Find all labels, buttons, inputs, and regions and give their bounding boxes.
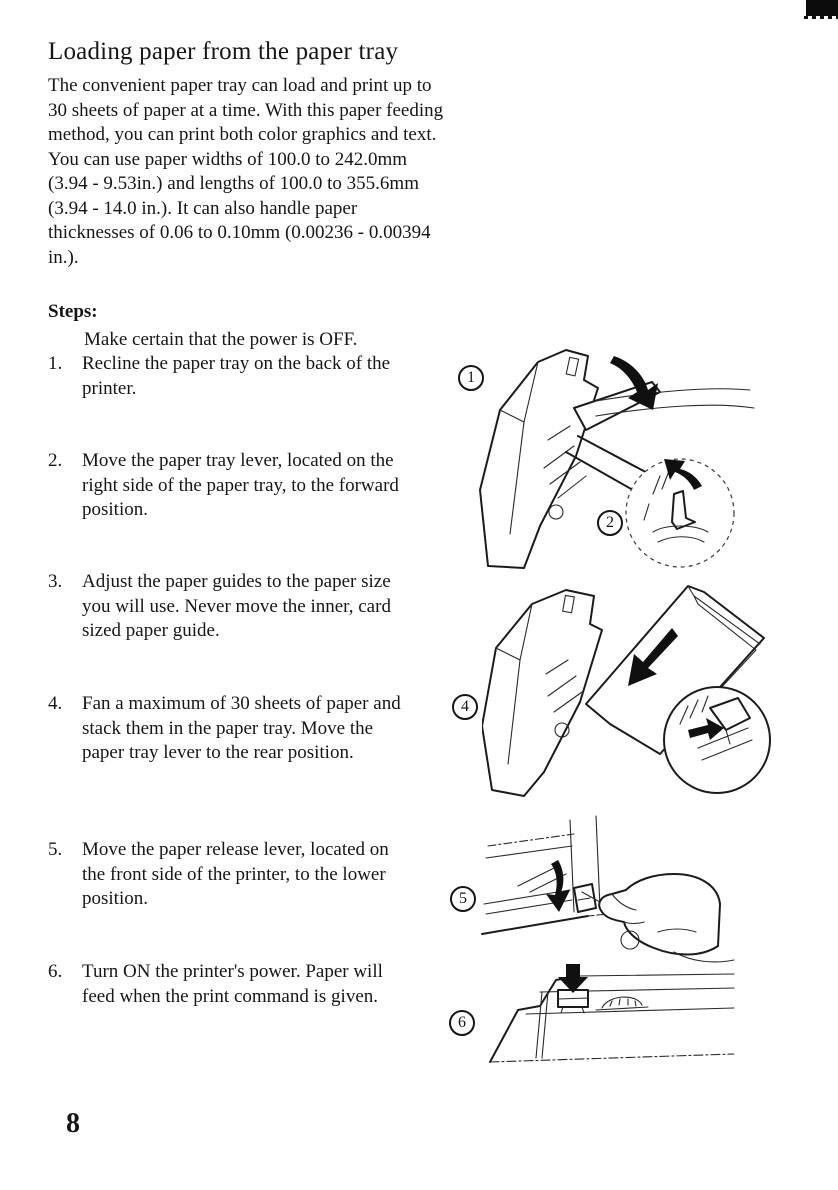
figure-callout-6: 6 [449, 1010, 475, 1036]
step-item-6 [48, 960, 404, 1009]
step-text: Fan a maximum of 30 sheets of paper and stack them in the paper tray. Move the paper tray lever to the rear position. [82, 693, 401, 763]
figure-callout-4: 4 [452, 694, 478, 720]
printer-release-lever-illustration [478, 812, 818, 970]
printer-load-paper-illustration [482, 578, 832, 808]
step-text: Turn ON the printer's power. Paper will feed when the print command is given. [82, 961, 383, 1007]
step-item-2 [48, 449, 404, 523]
step-number: 1. [48, 353, 63, 374]
page-title: Loading paper from the paper tray [48, 38, 399, 65]
page-number: 8 [66, 1108, 80, 1139]
step-item-3 [48, 570, 404, 644]
printer-recline-drawing [478, 344, 828, 578]
step-item-1 [48, 352, 404, 401]
figure-callout-2: 2 [597, 510, 623, 536]
step-item-4 [48, 692, 404, 766]
step-text: Adjust the paper guides to the paper size you will use. Never move the inner, card sized paper guide. [82, 571, 391, 641]
printer-load-paper-drawing [482, 578, 832, 808]
printer-recline-illustration [478, 344, 828, 578]
printer-power-switch-drawing [482, 964, 752, 1069]
step-text: Recline the paper tray on the back of the printer. [82, 353, 391, 399]
scan-corner-fray [804, 16, 838, 19]
figure-callout-5: 5 [450, 886, 476, 912]
step-item-5 [48, 838, 404, 912]
printer-release-lever-drawing [478, 812, 818, 970]
step-number: 4. [48, 693, 63, 714]
step-text: Move the paper tray lever, located on the right side of the paper tray, to the forward position. [82, 450, 399, 520]
scan-corner-mark [806, 0, 838, 16]
step-number: 3. [48, 571, 63, 592]
steps-heading: Steps: [48, 301, 98, 322]
printer-power-switch-illustration [482, 964, 752, 1069]
step-number: 2. [48, 450, 63, 471]
step-text: Move the paper release lever, located on the front side of the printer, to the lower position. [82, 839, 389, 909]
intro-paragraph: The convenient paper tray can load and print up to 30 sheets of paper at a time. With this paper feeding method, you can print both color graphics and text. You can use paper widths of 100.0 to 242.0mm (3.94 - 9.53in.) and lengths of 100.0 to 355.6mm (3.94 - 14.0 in.). It can also handle paper thicknesses of 0.06 to 0.10mm (0.00236 - 0.00394 in.). [48, 75, 444, 268]
step-number: 6. [48, 961, 63, 982]
figure-callout-1: 1 [458, 365, 484, 391]
step-number: 5. [48, 839, 63, 860]
steps-note: Make certain that the power is OFF. [84, 329, 358, 350]
